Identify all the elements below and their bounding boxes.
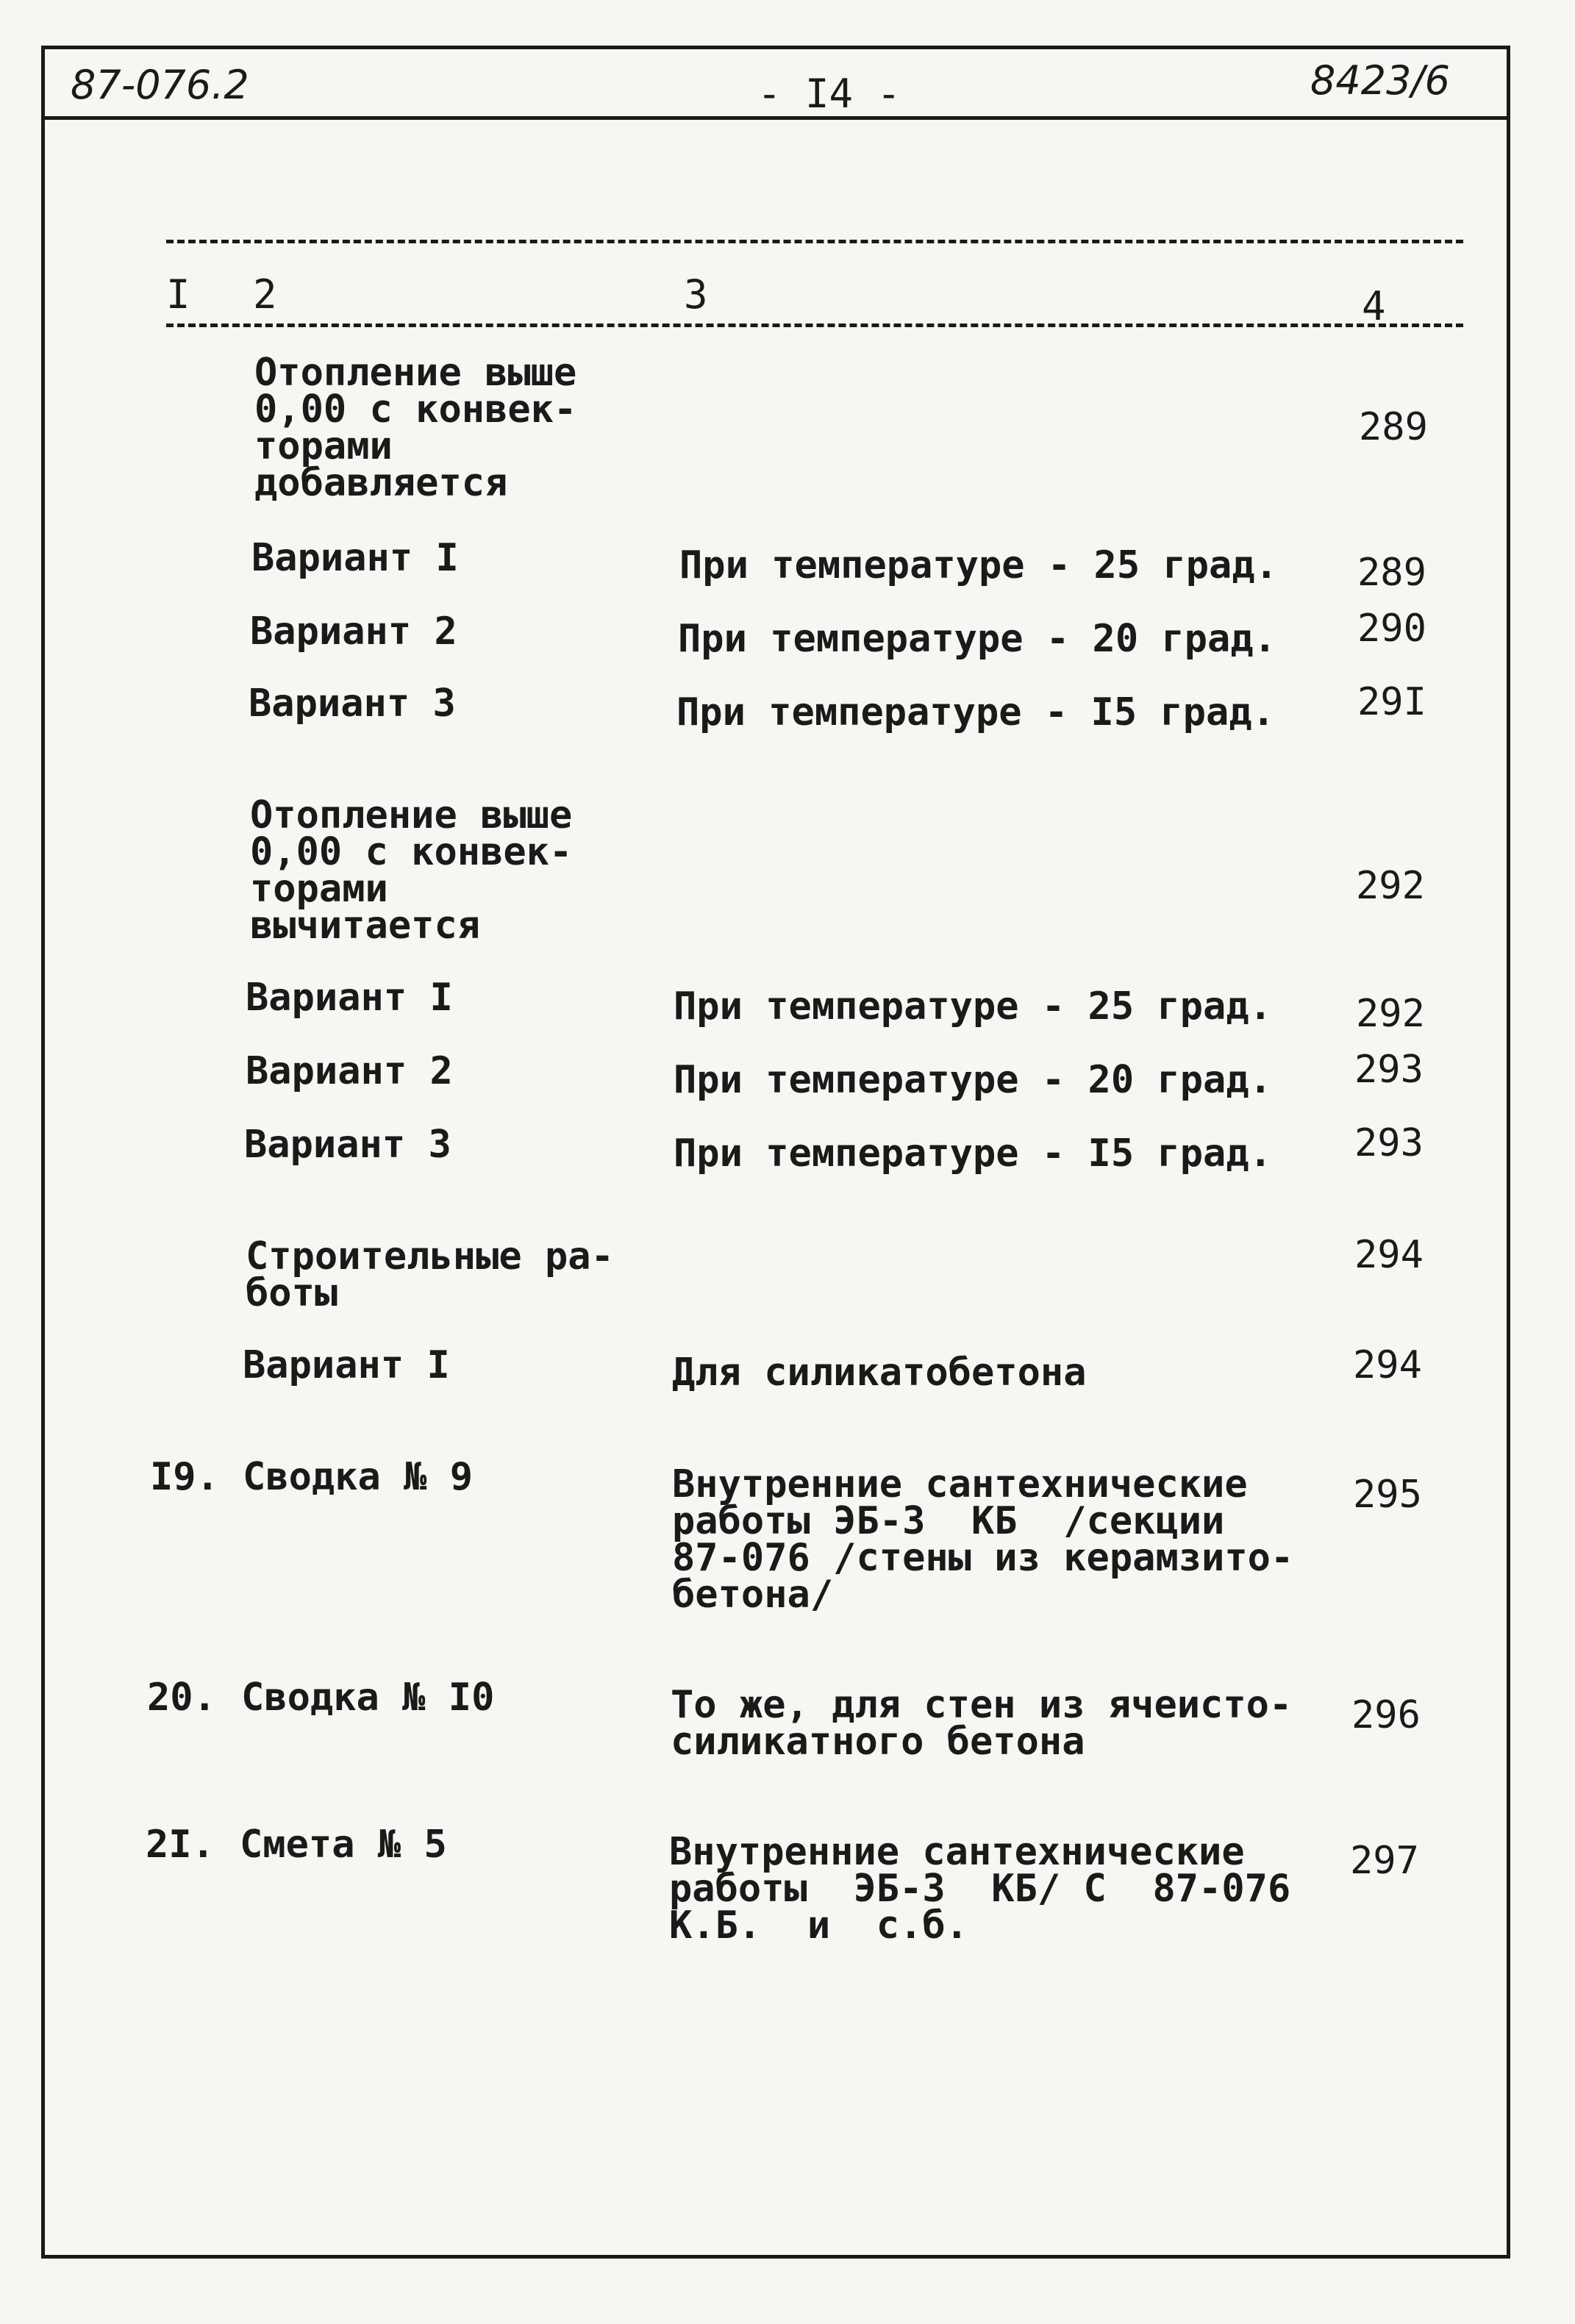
entry-page: 292: [1356, 864, 1425, 908]
entry-title: Сводка № I0: [241, 1676, 495, 1720]
entry-page: 292: [1356, 992, 1425, 1036]
entry-page: 295: [1353, 1473, 1422, 1517]
entry-page: 296: [1351, 1693, 1421, 1737]
entry-number: I9.: [150, 1455, 219, 1499]
column-header-2: 2: [253, 271, 277, 318]
header-left-code: 87-076.2: [71, 62, 249, 108]
entry-description: При температуре - 25 град.: [679, 543, 1278, 587]
header-right-code: 8423/6: [1310, 57, 1450, 104]
entry-title: Вариант 2: [246, 1049, 453, 1093]
entry-description: При температуре - I5 град.: [674, 1131, 1272, 1176]
entry-title: Вариант 3: [249, 682, 456, 726]
entry-title: Отопление выше 0,00 с конвек- торами добавляется: [254, 351, 577, 505]
entry-description: То же, для стен из ячеисто- силикатного бетона: [671, 1683, 1293, 1764]
entry-number: 20.: [147, 1676, 216, 1720]
column-header-4: 4: [1362, 283, 1386, 329]
entry-title: Смета № 5: [240, 1823, 447, 1867]
entry-title: Вариант 2: [250, 609, 457, 654]
entry-page: 289: [1359, 405, 1428, 449]
entry-description: При температуре - 25 град.: [674, 984, 1272, 1029]
column-header-3: 3: [684, 271, 708, 318]
entry-page: 294: [1354, 1233, 1424, 1277]
entry-description: При температуре - 20 град.: [674, 1058, 1272, 1102]
entry-page: 293: [1354, 1121, 1424, 1165]
entry-title: Отопление выше 0,00 с конвек- торами вычитается: [250, 793, 573, 948]
table-top-rule: [166, 240, 1463, 243]
table-header-rule: [166, 323, 1463, 327]
entry-page: 289: [1357, 551, 1426, 595]
entry-title: Вариант I: [246, 976, 453, 1020]
column-header-1: I: [166, 271, 190, 318]
entry-title: Вариант I: [251, 536, 459, 580]
entry-description: Внутренние сантехнические работы ЭБ-3 КБ /секции 87-076 /стены из керамзито- бетона/: [672, 1462, 1294, 1617]
entry-description: Внутренние сантехнические работы ЭБ-3 КБ/ С 87-076 К.Б. и с.б.: [669, 1830, 1291, 1948]
entry-page: 294: [1353, 1343, 1422, 1387]
entry-title: Сводка № 9: [243, 1455, 474, 1499]
entry-page: 29I: [1357, 680, 1426, 724]
entry-page: 297: [1350, 1839, 1419, 1883]
entry-title: Вариант I: [243, 1343, 450, 1387]
entry-description: При температуре - I5 град.: [676, 690, 1275, 734]
page-number: - I4 -: [757, 71, 901, 117]
entry-description: Для силикатобетона: [672, 1351, 1087, 1395]
entry-description: При температуре - 20 град.: [678, 617, 1276, 661]
entry-title: Вариант 3: [244, 1123, 451, 1167]
entry-page: 290: [1357, 607, 1426, 651]
entry-page: 293: [1354, 1048, 1424, 1092]
entry-title: Строительные ра- боты: [246, 1234, 614, 1315]
entry-number: 2I.: [146, 1823, 215, 1867]
